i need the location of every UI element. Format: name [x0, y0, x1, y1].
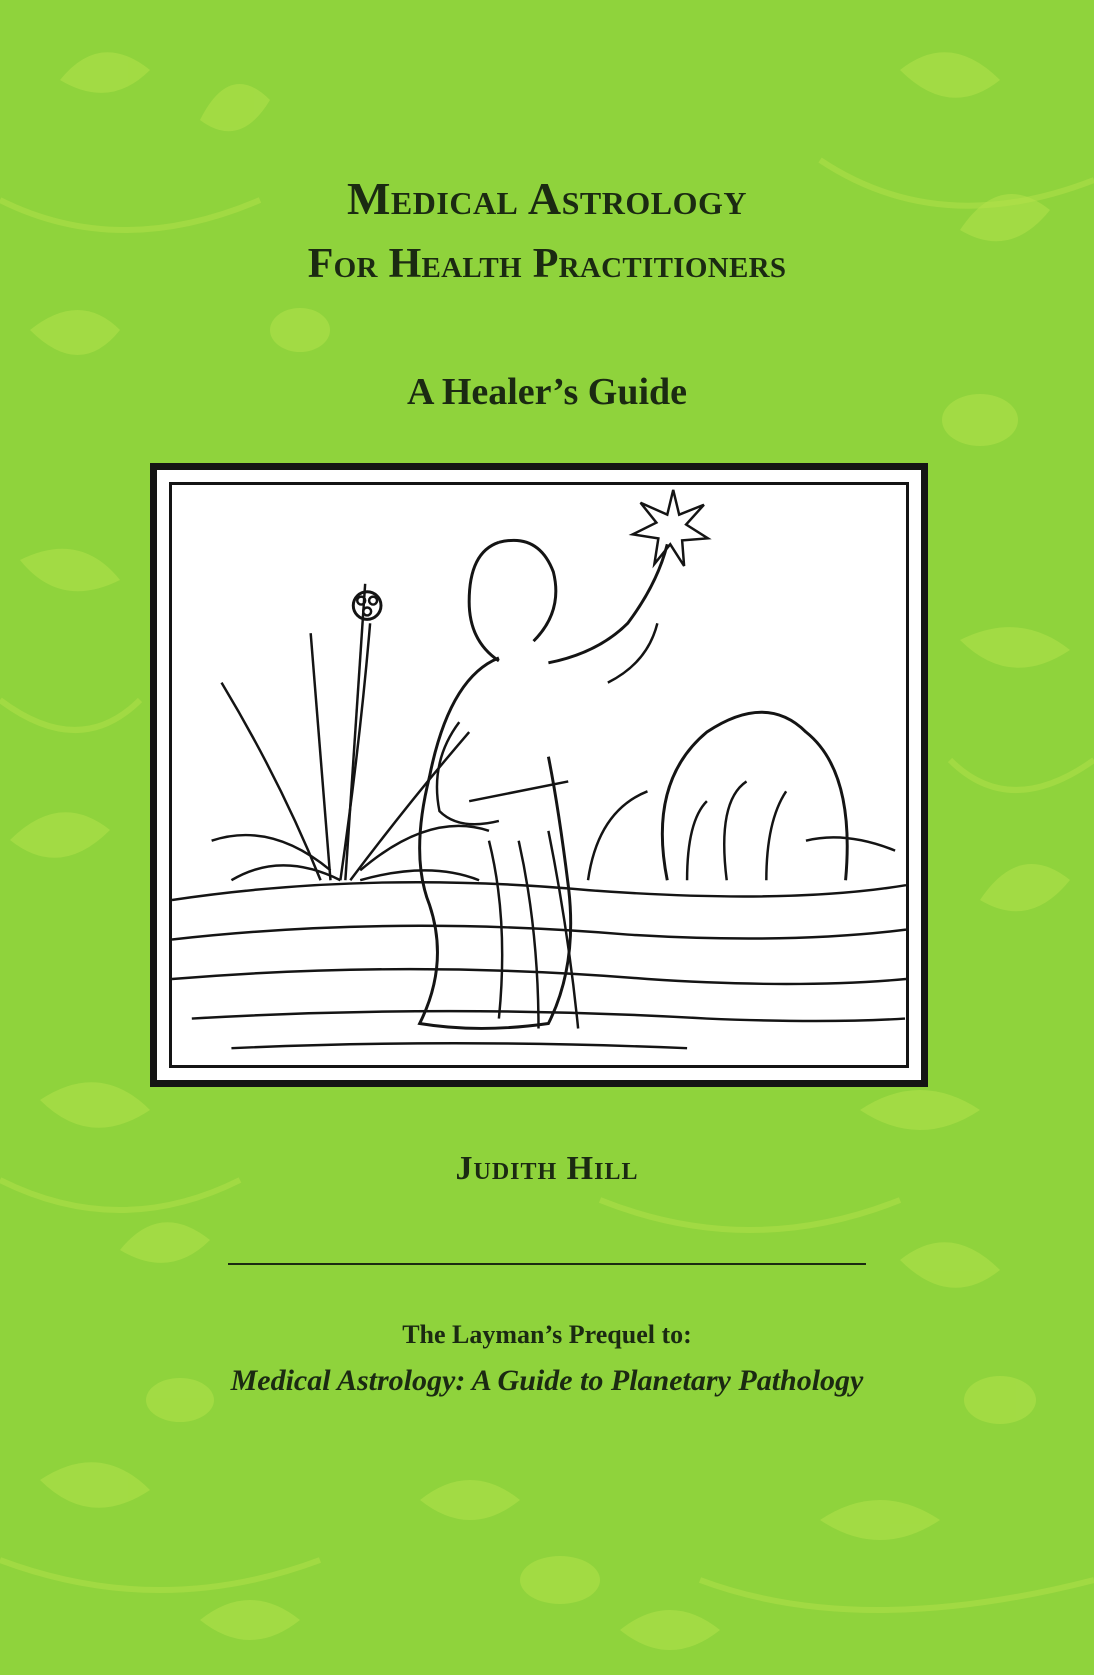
- prequel-line-2: Medical Astrology: A Guide to Planetary Pathology: [230, 1364, 864, 1397]
- title-line-2: For Health Practitioners: [307, 241, 787, 287]
- illustration-frame: [150, 463, 928, 1087]
- prequel-line-1: The Layman’s Prequel to:: [402, 1320, 692, 1349]
- title-line-1: Medical Astrology: [347, 173, 747, 224]
- illustration-inner-border: [169, 482, 909, 1068]
- author-name: Judith Hill: [455, 1150, 639, 1187]
- subtitle: A Healer’s Guide: [406, 371, 688, 413]
- woodcut-woman-reaching-star-icon: [172, 485, 906, 1065]
- divider-rule: [228, 1263, 866, 1265]
